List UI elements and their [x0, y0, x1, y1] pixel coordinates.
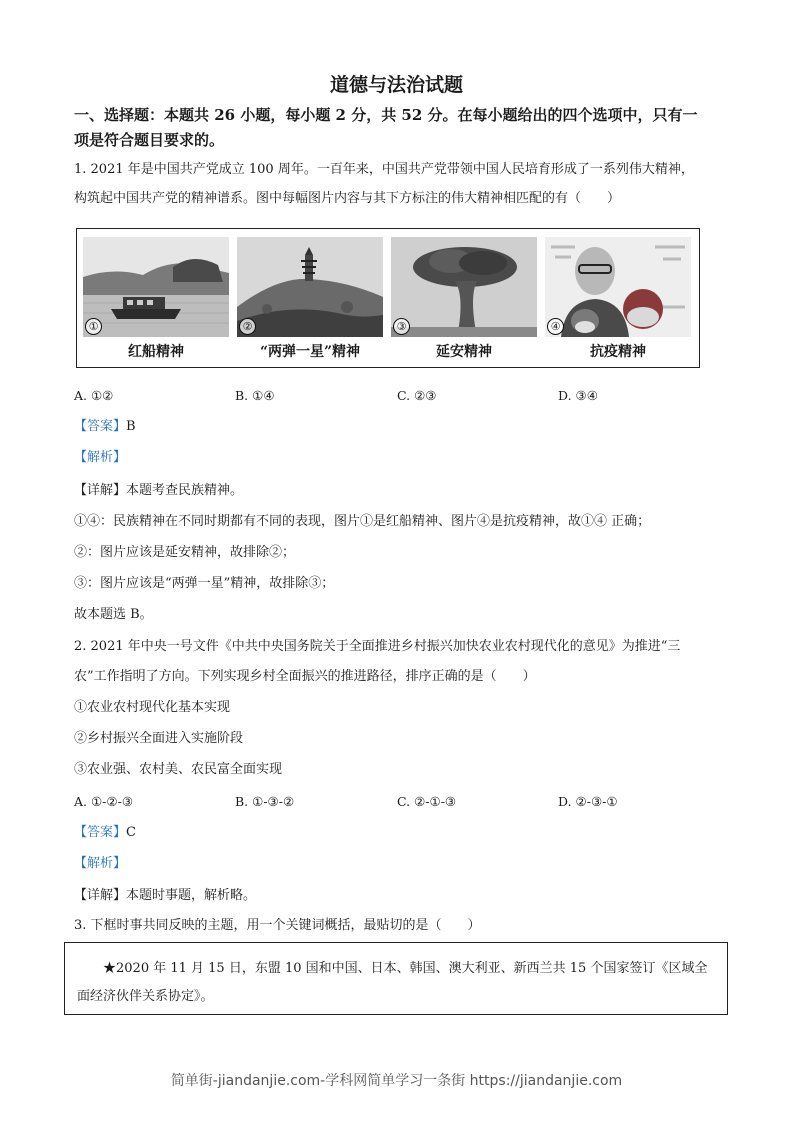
- q3-news-box: [64, 942, 728, 1015]
- q2-answer: [74, 823, 724, 843]
- q1-stem-line1: 1. 2021 年是中国共产党成立 100 周年。一百年来，中国共产党带领中国人民培育形成了一系列伟大精神，: [74, 162, 694, 177]
- red-boat-image: [83, 237, 229, 337]
- caption-2: “两弹一星”精神: [259, 344, 361, 360]
- page-title: 道德与法治试题: [329, 74, 463, 96]
- q1-figure: [76, 228, 700, 368]
- q1-stem-line2: 构筑起中国共产党的精神谱系。图中每幅图片内容与其下方标注的伟大精神相匹配的有（ ）: [74, 191, 621, 206]
- q2-stem-line1: 2. 2021 年中央一号文件《中共中央国务院关于全面推进乡村振兴加快农业农村现代化的意见》为推进“三: [74, 639, 681, 654]
- mushroom-cloud-image: [391, 237, 537, 337]
- q2-item-1: ①农业农村现代化基本实现: [74, 700, 231, 715]
- q2-analysis-tag: 【解析】: [74, 856, 127, 871]
- q1-option-d: D. ③④: [558, 388, 598, 403]
- q2-option-c: C. ②-①-③: [397, 794, 457, 809]
- q2-option-a: A. ①-②-③: [74, 794, 134, 809]
- panel-number-4: ④: [547, 318, 564, 335]
- caption-4: 抗疫精神: [590, 344, 646, 360]
- q1-detail-2: ①④：民族精神在不同时期都有不同的表现，图片①是红船精神、图片④是抗疫精神，故①④ 正确；: [74, 514, 651, 529]
- q2-item-2: ②乡村振兴全面进入实施阶段: [74, 731, 244, 746]
- panel-number-2: ②: [239, 318, 256, 335]
- page-footer: 简单街-jiandanjie.com-学科网简单学习一条街 https://jiandanjie.com: [170, 1073, 623, 1089]
- answer-tag: 【答案】: [74, 419, 127, 434]
- answer-tag: 【答案】: [74, 825, 127, 840]
- section-heading-line1: 一、选择题：本题共 26 小题，每小题 2 分，共 52 分。在每小题给出的四个选项中，只有一: [74, 106, 698, 124]
- q2-detail: 【详解】本题时事题，解析略。: [74, 888, 257, 903]
- q1-option-a: A. ①②: [74, 388, 114, 403]
- q1-detail-5: 故本题选 B。: [74, 607, 153, 622]
- q2-option-b: B. ①-③-②: [235, 794, 295, 809]
- section-heading-line2: 项是符合题目要求的。: [74, 131, 225, 149]
- answer-value: B: [126, 419, 136, 434]
- q1-answer: [74, 417, 724, 437]
- q1-option-c: C. ②③: [397, 388, 437, 403]
- medical-workers-image: [545, 237, 691, 337]
- q1-detail-3: ②：图片应该是延安精神，故排除②；: [74, 545, 296, 560]
- answer-value: C: [126, 825, 136, 840]
- q1-option-b: B. ①④: [235, 388, 275, 403]
- q3-news-text: ★2020 年 11 月 15 日，东盟 10 国和中国、日本、韩国、澳大利亚、新西兰共 15 个国家签订《区域全面经济伙伴关系协定》。: [77, 961, 708, 1004]
- pagoda-hill-image: [237, 237, 383, 337]
- panel-number-3: ③: [393, 318, 410, 335]
- caption-1: 红船精神: [128, 344, 184, 360]
- q2-option-d: D. ②-③-①: [558, 794, 618, 809]
- q3-stem: 3. 下框时事共同反映的主题，用一个关键词概括，最贴切的是（ ）: [74, 918, 481, 933]
- caption-3: 延安精神: [436, 344, 492, 360]
- q2-item-3: ③农业强、农村美、农民富全面实现: [74, 762, 283, 777]
- q1-analysis-tag: 【解析】: [74, 450, 127, 465]
- q1-detail-4: ③：图片应该是“两弹一星”精神，故排除③；: [74, 576, 335, 591]
- q1-detail-1: 【详解】本题考查民族精神。: [74, 483, 244, 498]
- q2-stem-line2: 农”工作指明了方向。下列实现乡村全面振兴的推进路径，排序正确的是（ ）: [74, 669, 536, 684]
- panel-number-1: ①: [85, 318, 102, 335]
